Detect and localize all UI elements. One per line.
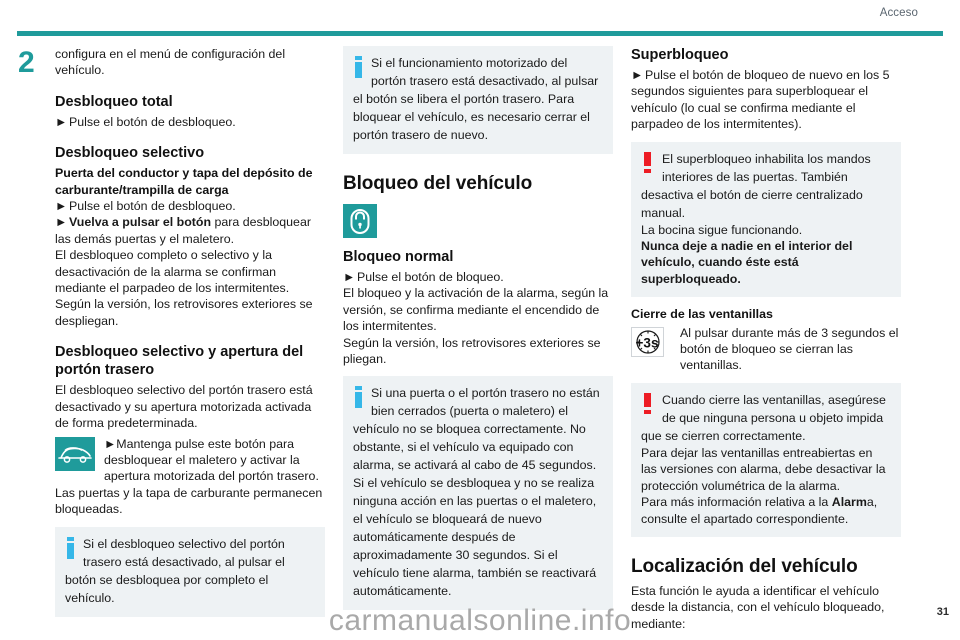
warning-text-3-bold: Alarm [831,495,867,510]
svg-text:+3s: +3s [635,335,659,351]
paragraph-retrovisores: Según la versión, los retrovisores exteriores se despliegan. [55,297,313,328]
paragraph-retrovisores-pliegan: Según la versión, los retrovisores exteriores se pliegan. [343,335,601,367]
warning-callout-text-2: La bocina sigue funcionando. [641,222,803,237]
triangle-bullet-icon: ► [631,68,644,82]
triangle-bullet-icon: ► [104,436,117,451]
warning-icon [644,152,651,174]
info-icon [67,537,74,559]
bullet-label: Pulse el botón de desbloqueo. [69,199,236,214]
warning-callout-text-1: Cuando cierre las ventanillas, asegúrese de que ninguna persona u objeto impida que se cierren correctamente. [641,392,886,443]
chapter-number: 2 [18,46,35,79]
bullet-label-bold: Vuelva a pulsar el botón [69,215,212,230]
warning-text-3-pre: Para más información relativa a la [641,495,832,510]
heading-bloqueo-normal: Bloqueo normal [343,249,454,265]
page-number: 31 [936,606,949,618]
bullet-item [55,214,325,247]
bullet-item [343,269,613,285]
column-right [631,46,901,632]
triangle-bullet-icon: ► [343,270,356,284]
pictogram-3s-text: Al pulsar durante más de 3 segundos el botón de bloqueo se cierran las ventanillas. [680,325,899,373]
heading-desbloqueo-total: Desbloqueo total [55,93,173,110]
bullet-label: Pulse el botón de bloqueo. [357,270,504,284]
warning-callout-text-3 [641,494,891,527]
heading-desbloqueo-selectivo: Desbloqueo selectivo [55,145,205,162]
plus-3s-icon [631,327,664,357]
subheading-puerta-conductor: Puerta del conductor y tapa del depósito de carburante/trampilla de carga [55,166,313,197]
bullet-item [631,67,901,133]
bullet-label: Pulse el botón de bloqueo de nuevo en los 5 segundos siguientes para superbloquear el vehículo (lo cual se confirma mediante el parpadeo de los intermitentes). [631,68,890,132]
heading-cierre-ventanillas: Cierre de las ventanillas [631,307,773,322]
bullet-label-rest: para desbloquear las demás puertas y el maletero. [55,215,311,246]
paragraph-desbloqueo-confirmacion: El desbloqueo completo o selectivo y la desactivación de la alarma se confirman mediante el parpadeo de los intermitentes. [55,248,290,296]
column-left [55,46,325,617]
bullet-label: Pulse el botón de desbloqueo. [69,114,236,129]
warning-callout-text-1: El superbloqueo inhabilita los mandos interiores de las puertas. También desactiva el botón de cierre centralizado manual. [641,151,871,220]
bullet-item [55,198,325,214]
page-header [0,0,960,40]
paragraph-bloqueo-confirmacion: El bloqueo y la activación de la alarma, según la versión, se confirma mediante el encendido de los intermitentes. [343,286,609,334]
triangle-bullet-icon: ► [55,114,68,129]
paragraph-localizacion: Esta función le ayuda a identificar el vehículo desde la distancia, con el vehículo bloqueado, mediante: [631,583,885,631]
header-section-title: Acceso [879,7,918,19]
paragraph-puertas-bloqueadas: Las puertas y la tapa de carburante permanecen bloqueadas. [55,485,323,517]
bullet-item [55,114,325,130]
warning-text-3-post: a, consulte el apartado correspondiente. [641,495,878,526]
info-callout-text: Si el funcionamiento motorizado del portón trasero está desactivado, al pulsar el botón se libera el portón trasero. Para bloquear el vehículo, es necesario cerrar el portón trasero de nuevo. [353,56,599,142]
pictogram-row-3s [631,325,901,374]
heading-apertura-porton: Desbloqueo selectivo y apertura del portón trasero [55,344,304,379]
pictogram-text-label: Mantenga pulse este botón para desbloquear el maletero y activar la apertura motorizada del portón trasero. [104,436,319,484]
watermark: carmanualsonline.info [328,604,632,637]
info-callout-text: Si una puerta o el portón trasero no están bien cerrados (puerta o maletero) el vehículo no se bloquea correctamente. No obstante, si el vehículo va equipado con alarma, se activará al cabo de 45 segundos. Si el vehículo se desbloquea y no se realiza ninguna acción en las puertas o el maletero, el vehículo se bloqueará de nuevo automáticamente después de aproximadamente 30 segundos. Si el vehículo tiene alarma, también se reactivará automáticamente. [353,386,600,599]
warning-callout-text-2: Para dejar las ventanillas entreabiertas en las versiones con alarma, debe desactivar la protección volumétrica de la alarma. [641,445,886,493]
info-icon [355,386,362,408]
pictogram-row-boot [55,436,325,485]
column-middle [343,46,613,610]
info-icon [355,56,362,78]
car-icon [55,437,95,471]
paragraph-apertura-predeterminada: El desbloqueo selectivo del portón trasero está desactivado y su apertura motorizada activada de forma predeterminada. [55,383,313,431]
heading-superbloqueo: Superbloqueo [631,47,729,63]
info-callout-text: Si el desbloqueo selectivo del portón trasero está desactivado, al pulsar el botón se desbloquea por completo el vehículo. [65,536,285,605]
pictogram-row-text [55,436,325,485]
continued-paragraph: configura en el menú de configuración del vehículo. [55,47,286,78]
triangle-bullet-icon: ► [55,215,68,230]
info-callout-middle-top [343,46,613,154]
heading-bloqueo-vehiculo: Bloqueo del vehículo [343,173,533,194]
header-rule [17,31,943,36]
heading-localizacion-vehiculo: Localización del vehículo [631,555,858,577]
warning-callout-superbloqueo [631,142,901,298]
info-callout-middle-bottom [343,376,613,610]
warning-callout-text-bold: Nunca deje a nadie en el interior del vehículo, cuando éste está superbloqueado. [641,239,853,286]
padlock-icon [343,204,377,238]
warning-callout-ventanillas [631,383,901,537]
warning-icon [644,393,651,415]
triangle-bullet-icon: ► [55,199,68,214]
